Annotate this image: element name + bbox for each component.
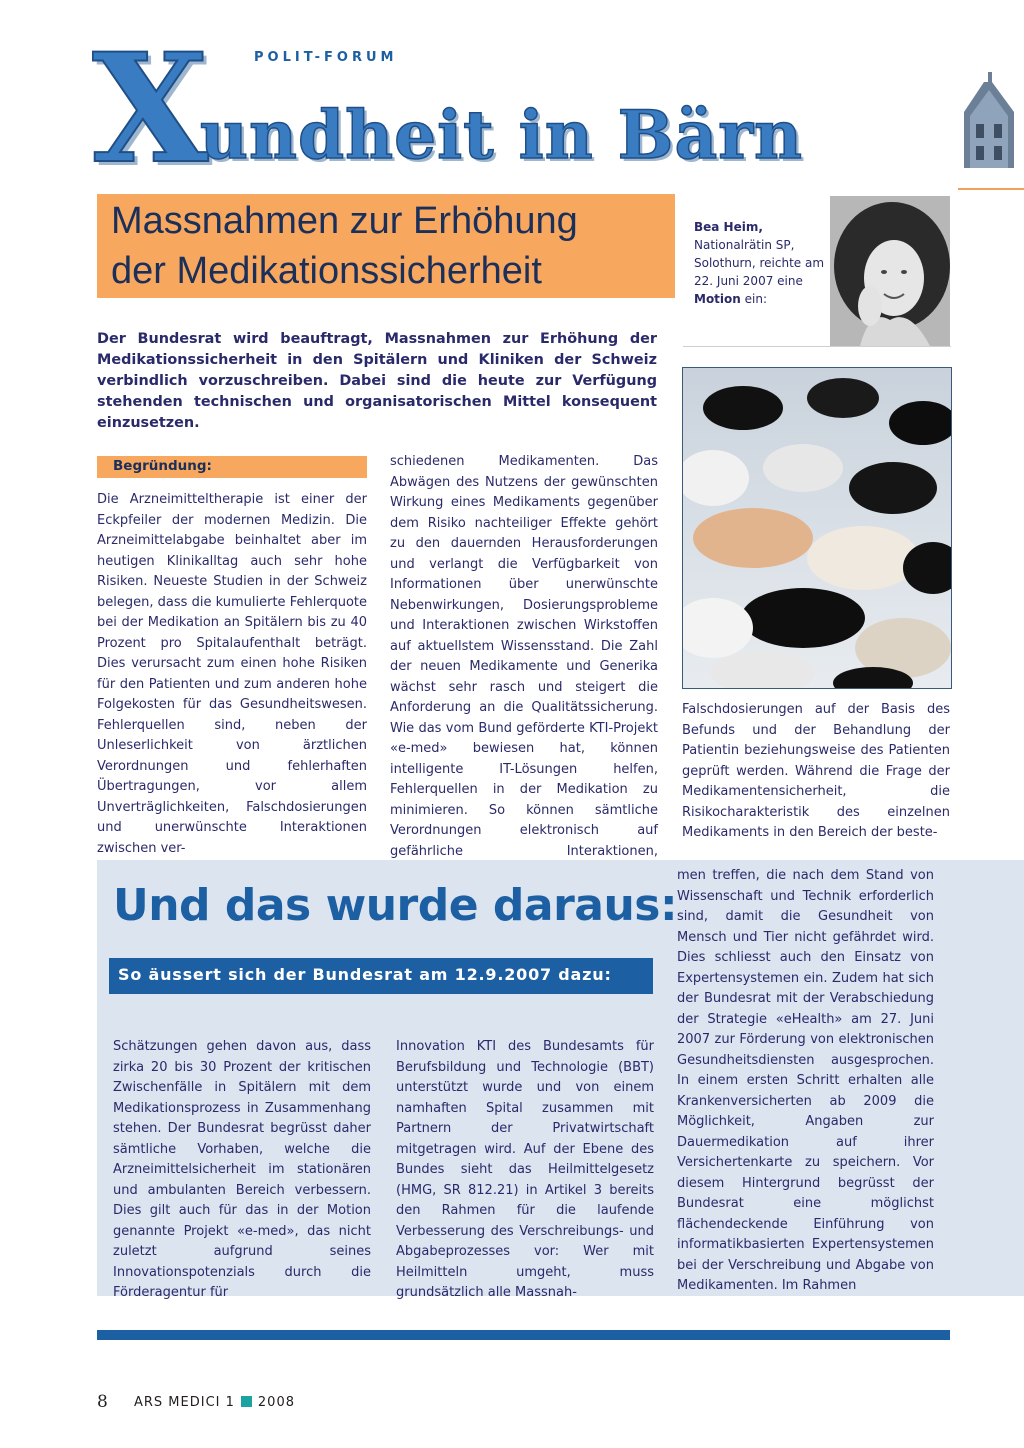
- article-headline: [111, 196, 671, 296]
- body-column-3: Falschdosierungen auf der Basis des Befunds und der Behandlung der Patientin beziehungsweise des Patienten geprüft werden. Während die Frage der Medikamentensicherheit, die Risikocharakteristik des einzelnen Medikaments in den Bereich der beste-: [682, 702, 950, 840]
- page-number: 8: [97, 1392, 108, 1412]
- publication-name: ARS MEDICI 1: [134, 1395, 235, 1410]
- response-subheadline: So äussert sich der Bundesrat am 12.9.2007 dazu:: [118, 965, 612, 984]
- footer-square-icon: [241, 1396, 252, 1407]
- response-column-1: Schätzungen gehen davon aus, dass zirka 20 bis 30 Prozent der kritischen Zwischenfälle in Spitälern mit dem Medikationsprozess in Zusammenhang stehen. Der Bundesrat begrüsst daher sämtliche Vorhaben, welche die Arzneimittelsicherheit im stationären und ambulanten Bereich verbessern. Dies gilt auch für das in der Motion genannte Projekt «e-med», das nicht zuletzt aufgrund seines Innovationspotenzials durch die Förderagentur für: [113, 1039, 371, 1300]
- author-name: Bea Heim,: [694, 220, 763, 234]
- motion-text: Der Bundesrat wird beauftragt, Massnahmen zur Erhöhung der Medikationssicherheit in den Spitälern und Kliniken der Schweiz verbindlich vorzuschreiben. Dabei sind die heute zur Verfügung stehenden technischen und organisatorischen Mittel konsequent einzusetzen.: [97, 331, 657, 431]
- body-column-1: Die Arzneimitteltherapie ist einer der Eckpfeiler der modernen Medizin. Die Arzneimittelabgabe beinhaltet aber im heutigen Klinikalltag auch sehr hohe Risiken. Neueste Studien in der Schweiz belegen, dass die kumulierte Fehlerquote bei der Medikation an Spitälern bis zu 40 Prozent pro Spitalaufenthalt beträgt. Dies verursacht zum einen hohe Risiken für den Patienten und zum anderen hohe Folgekosten für das Gesundheitswesen. Fehlerquellen sind, neben der Unleserlichkeit von ärztlichen Verordnungen und fehlerhaften Übertragungen, vor allem Unverträglichkeiten, Falschdosierungen und unerwünschte Interaktionen zwischen ver-: [97, 492, 367, 856]
- masthead-logo: [92, 40, 1024, 170]
- response-column-2: Innovation KTI des Bundesamts für Berufsbildung und Technologie (BBT) unterstützt wurde und von einem namhaften Spital zusammen mit Partnern der Privatwirtschaft mitgetragen wird. Auf der Ebene des Bundes sieht das Heilmittelgesetz (HMG, SR 812.21) in Artikel 3 bereits den Rahmen für die laufende Verbesserung des Verschreibungs- und Abgabeprozesses vor: Wer mit Heilmitteln umgeht, muss grundsätzlich alle Massnah-: [396, 1039, 654, 1300]
- portrait-divider: [683, 346, 951, 347]
- author-info: [694, 218, 830, 308]
- footer-rule: [97, 1330, 950, 1340]
- author-portrait: [830, 196, 950, 346]
- response-column-3: men treffen, die nach dem Stand von Wissenschaft und Technik erforderlich sind, damit die Gesundheit von Mensch und Tier nicht gefährdet wird. Dies schliesst auch den Einsatz von Expertensystemen ein. Zudem hat sich der Bundesrat mit der Verabschiedung der Strategie «eHealth» am 27. Juni 2007 zur Förderung von elektronischen Gesundheitsdiensten ausgesprochen. In einem ersten Schritt erhalten alle Krankenversicherten ab 2009 die Möglichkeit, Angaben zur Dauermedikation auf ihrer Versichertenkarte zu speichern. Vor diesem Hintergrund begrüsst der Bundesrat eine möglichst flächendeckende Einführung von informatikbasierten Expertensystemen bei der Verschreibung und Abgabe von Medikamenten. Im Rahmen: [677, 868, 934, 1293]
- section-kicker: POLIT-FORUM: [254, 50, 398, 65]
- body-column-2: schiedenen Medikamenten. Das Abwägen des Nutzens der gewünschten Wirkung eines Medikaments gegenüber dem Risiko nachteiliger Effekte gehört zu den dauernden Herausforderungen und verlangt die Verfügbarkeit von Informationen über unerwünschte Nebenwirkungen, Dosierungsprobleme und Interaktionen zwischen Wirkstoffen auf aktuellstem Wissensstand. Die Zahl der neuen Medikamente und Generika wächst sehr rasch und steigert die Anforderung an die Qualitätssicherung. Wie das vom Bund geförderte KTI-Projekt «e-med» bewiesen hat, können intelligente IT-Lösungen helfen, Fehlerquellen in der Medikation zu minimieren. So können sämtliche Verordnungen elektronisch auf gefährliche Interaktionen,: [390, 454, 658, 859]
- begruendung-label: Begründung:: [113, 458, 212, 474]
- publication-year: 2008: [257, 1395, 295, 1410]
- response-headline: Und das wurde daraus:: [113, 880, 678, 931]
- author-motion-word: Motion: [694, 292, 741, 306]
- building-icon: [954, 72, 1024, 168]
- author-place: Solothurn, reichte am: [694, 256, 825, 270]
- headline-line-1: Massnahmen zur Erhöhung: [111, 200, 578, 242]
- orange-rule: [958, 188, 1024, 190]
- author-date: 22. Juni 2007 eine: [694, 274, 803, 288]
- author-role: Nationalrätin SP,: [694, 238, 795, 252]
- footer-publication: [134, 1395, 295, 1410]
- headline-line-2: der Medikationssicherheit: [111, 250, 542, 292]
- masthead-initial: X: [92, 40, 209, 170]
- masthead-title: undheit in Bärn: [200, 96, 803, 170]
- pills-photo: [682, 367, 952, 689]
- author-motion-suffix: ein:: [740, 292, 768, 306]
